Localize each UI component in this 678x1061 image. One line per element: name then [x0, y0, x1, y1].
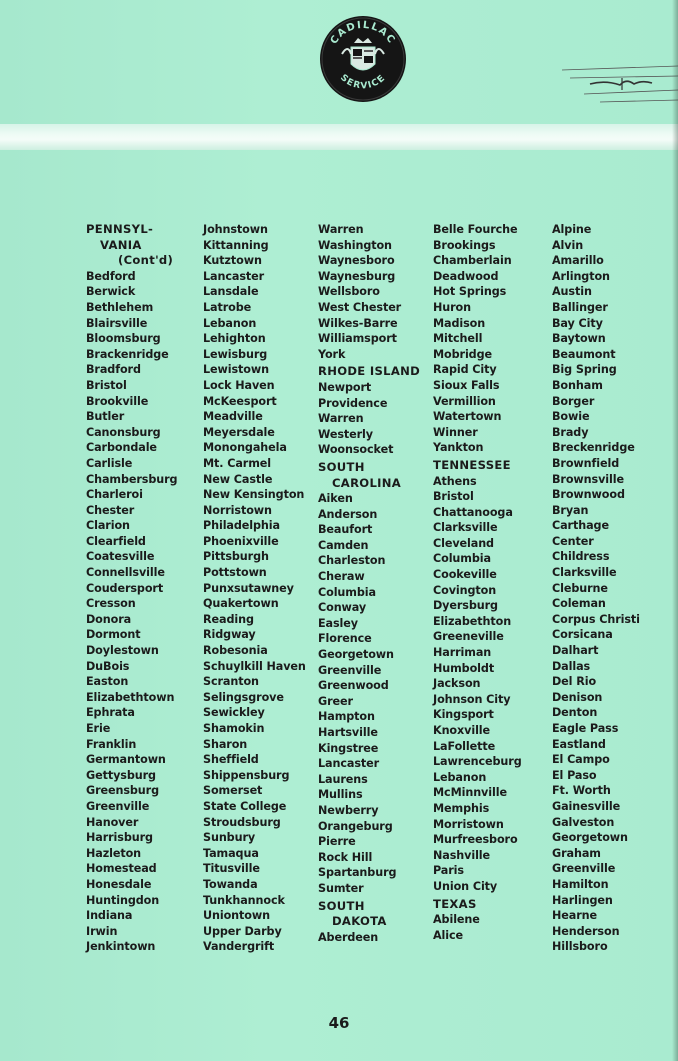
- city-entry: Dallas: [552, 659, 591, 673]
- city-entry: Canonsburg: [86, 425, 161, 439]
- city-entry: Covington: [433, 583, 497, 597]
- city-entry: Sheffield: [203, 753, 259, 767]
- city-entry: Coleman: [552, 597, 606, 611]
- city-entry: Ft. Worth: [552, 784, 611, 798]
- city-entry: Lawrenceburg: [433, 755, 522, 769]
- city-entry: Corpus Christi: [552, 612, 640, 626]
- city-entry: Lebanon: [433, 770, 487, 784]
- city-entry: Rock Hill: [318, 850, 373, 864]
- city-entry: Ridgway: [203, 628, 256, 642]
- city-entry: Denison: [552, 690, 603, 704]
- city-entry: Berwick: [86, 285, 136, 299]
- city-entry: Easley: [318, 616, 358, 630]
- city-entry: Georgetown: [552, 831, 628, 845]
- city-entry: Meyersdale: [203, 425, 275, 439]
- city-entry: Greer: [318, 694, 353, 708]
- city-entry: Shamokin: [203, 722, 265, 735]
- city-entry: Henderson: [552, 924, 620, 938]
- city-entry: Columbia: [318, 585, 376, 599]
- city-entry: Watertown: [433, 410, 502, 424]
- city-entry: Connellsville: [86, 566, 165, 580]
- city-entry: Big Spring: [552, 363, 617, 377]
- city-entry: Brownwood: [552, 488, 625, 502]
- city-entry: Latrobe: [203, 300, 252, 314]
- city-entry: Paris: [433, 864, 464, 878]
- city-entry: Warren: [318, 223, 364, 236]
- city-entry: Hearne: [552, 909, 597, 923]
- city-entry: Harlingen: [552, 893, 613, 907]
- city-entry: Hillsboro: [552, 940, 608, 954]
- cadillac-service-emblem: [318, 14, 408, 104]
- city-entry: Nashville: [433, 848, 491, 862]
- state-heading: DAKOTA: [332, 914, 387, 929]
- city-entry: Dormont: [86, 628, 141, 642]
- city-entry: Athens: [433, 474, 477, 488]
- city-entry: Punxsutawney: [203, 581, 294, 595]
- city-entry: Hot Springs: [433, 285, 507, 299]
- city-entry: Dyersburg: [433, 599, 498, 613]
- city-entry: Gettysburg: [86, 768, 156, 782]
- city-entry: Butler: [86, 410, 125, 424]
- city-entry: Bristol: [433, 490, 474, 504]
- city-entry: Towanda: [203, 877, 258, 891]
- city-entry: Clearfield: [86, 534, 146, 548]
- city-entry: Cheraw: [318, 570, 365, 584]
- city-entry: Aberdeen: [318, 930, 379, 944]
- city-entry: Washington: [318, 238, 392, 252]
- city-entry: Ephrata: [86, 706, 135, 720]
- city-entry: Warren: [318, 412, 364, 426]
- city-entry: Somerset: [203, 784, 263, 798]
- city-entry: Denton: [552, 706, 598, 720]
- city-entry: Schuylkill Haven: [203, 659, 306, 673]
- city-entry: Reading: [203, 612, 254, 626]
- city-entry: Tamaqua: [203, 846, 259, 860]
- city-entry: Center: [552, 534, 594, 548]
- city-entry: Breckenridge: [552, 441, 635, 455]
- city-entry: Lancaster: [318, 757, 380, 771]
- city-entry: Lewistown: [203, 363, 269, 377]
- city-entry: Kutztown: [203, 254, 262, 268]
- city-entry: Columbia: [433, 552, 491, 566]
- city-entry: Sunbury: [203, 831, 256, 845]
- city-entry: Jenkintown: [86, 940, 156, 954]
- state-heading: SOUTH: [318, 459, 365, 474]
- city-entry: Carlisle: [86, 456, 133, 470]
- city-entry: El Campo: [552, 753, 610, 767]
- city-entry: Murfreesboro: [433, 833, 518, 847]
- city-entry: Morristown: [433, 817, 504, 831]
- city-entry: Brackenridge: [86, 347, 169, 361]
- city-entry: Bloomsburg: [86, 332, 161, 346]
- city-entry: New Kensington: [203, 488, 305, 502]
- city-entry: Laurens: [318, 772, 368, 786]
- city-entry: Greensburg: [86, 784, 159, 798]
- city-entry: Conway: [318, 601, 367, 615]
- page-number: 46: [328, 1014, 350, 1032]
- city-entry: DuBois: [86, 659, 130, 673]
- city-entry: Pierre: [318, 835, 356, 849]
- city-entry: Alice: [433, 928, 464, 942]
- city-entry: Carbondale: [86, 441, 157, 455]
- city-entry: Waynesburg: [318, 269, 396, 283]
- column-2: [203, 222, 306, 955]
- header-divider-band: [0, 124, 678, 150]
- city-entry: Chester: [86, 503, 135, 517]
- city-entry: Alpine: [552, 223, 592, 236]
- city-entry: Galveston: [552, 815, 615, 829]
- city-entry: Blairsville: [86, 316, 148, 330]
- city-entry: Monongahela: [203, 441, 287, 455]
- city-entry: Belle Fourche: [433, 223, 518, 236]
- city-entry: Alvin: [552, 238, 584, 252]
- city-entry: Mobridge: [433, 347, 492, 361]
- city-entry: Greenville: [318, 663, 382, 677]
- city-entry: Brookings: [433, 238, 496, 252]
- city-entry: Uniontown: [203, 909, 270, 923]
- city-entry: Providence: [318, 396, 388, 410]
- city-entry: Bonham: [552, 378, 603, 392]
- city-entry: Quakertown: [203, 597, 279, 611]
- city-entry: Memphis: [433, 801, 490, 815]
- city-entry: Upper Darby: [203, 924, 282, 938]
- city-entry: Honesdale: [86, 877, 152, 891]
- city-entry: Huron: [433, 300, 471, 314]
- city-entry: Harriman: [433, 646, 492, 660]
- city-entry: El Paso: [552, 768, 597, 782]
- city-entry: Coatesville: [86, 550, 155, 564]
- city-entry: Knoxville: [433, 724, 491, 737]
- city-entry: Eastland: [552, 737, 606, 751]
- city-entry: Wilkes-Barre: [318, 316, 398, 330]
- state-heading: (Cont'd): [118, 253, 174, 268]
- city-entry: Bedford: [86, 269, 136, 283]
- city-entry: Woonsocket: [318, 443, 394, 457]
- city-entry: Brady: [552, 425, 589, 439]
- city-entry: Pottstown: [203, 566, 267, 580]
- city-entry: Beaufort: [318, 523, 373, 537]
- city-entry: Charleston: [318, 554, 386, 568]
- city-entry: Florence: [318, 632, 372, 646]
- city-entry: Yankton: [433, 441, 484, 455]
- city-entry: Hamilton: [552, 877, 609, 891]
- city-entry: Arlington: [552, 269, 610, 283]
- city-entry: Mt. Carmel: [203, 456, 271, 470]
- city-entry: Dalhart: [552, 644, 599, 658]
- city-entry: Madison: [433, 316, 486, 330]
- city-entry: Abilene: [433, 913, 480, 927]
- city-entry: Bristol: [86, 378, 127, 392]
- state-heading: TENNESSEE: [433, 457, 511, 472]
- city-entry: Mitchell: [433, 332, 483, 346]
- city-entry: Bethlehem: [86, 300, 154, 314]
- city-entry: Stroudsburg: [203, 815, 281, 829]
- city-entry: Clarksville: [552, 566, 617, 580]
- city-entry: Hartsville: [318, 726, 378, 739]
- city-entry: Tunkhannock: [203, 893, 285, 907]
- city-entry: Selingsgrove: [203, 690, 284, 704]
- city-entry: Homestead: [86, 862, 157, 876]
- city-entry: Winner: [433, 425, 478, 439]
- city-entry: Hampton: [318, 710, 375, 724]
- city-entry: Bradford: [86, 363, 141, 377]
- city-entry: Cleburne: [552, 581, 608, 595]
- city-entry: Graham: [552, 846, 601, 860]
- city-entry: Mullins: [318, 788, 363, 802]
- city-entry: Titusville: [203, 862, 260, 876]
- city-entry: Donora: [86, 612, 132, 626]
- city-entry: Greenville: [86, 799, 150, 813]
- city-entry: Borger: [552, 394, 595, 408]
- city-entry: Lehighton: [203, 332, 266, 346]
- city-entry: Newport: [318, 380, 372, 394]
- city-entry: Cookeville: [433, 568, 497, 582]
- city-entry: Newberry: [318, 803, 379, 817]
- city-entry: Brookville: [86, 394, 149, 408]
- city-entry: Lancaster: [203, 269, 265, 283]
- city-entry: Johnson City: [433, 692, 511, 706]
- city-entry: Easton: [86, 675, 129, 689]
- city-entry: Pittsburgh: [203, 550, 269, 564]
- city-entry: Bay City: [552, 316, 603, 330]
- city-entry: Lewisburg: [203, 347, 268, 361]
- city-entry: Carthage: [552, 519, 609, 533]
- city-entry: LaFollette: [433, 739, 496, 753]
- city-entry: Hazleton: [86, 846, 142, 860]
- city-entry: Chambersburg: [86, 472, 178, 486]
- city-entry: Sewickley: [203, 706, 265, 720]
- city-entry: Indiana: [86, 909, 133, 923]
- city-entry: Eagle Pass: [552, 722, 619, 735]
- city-entry: Austin: [552, 285, 592, 299]
- city-entry: Anderson: [318, 507, 378, 521]
- city-entry: Gainesville: [552, 799, 621, 813]
- city-entry: West Chester: [318, 300, 402, 314]
- emblem-bottom-text: SERVICE: [338, 72, 388, 92]
- city-entry: Kingsport: [433, 708, 494, 722]
- city-entry: Lebanon: [203, 316, 257, 330]
- city-entry: Doylestown: [86, 644, 159, 658]
- city-entry: Jackson: [433, 677, 481, 691]
- city-entry: Bowie: [552, 410, 590, 424]
- city-entry: Erie: [86, 722, 111, 735]
- state-heading: RHODE ISLAND: [318, 364, 421, 379]
- state-heading: CAROLINA: [332, 475, 402, 490]
- city-entry: Deadwood: [433, 269, 499, 283]
- city-entry: Coudersport: [86, 581, 164, 595]
- city-entry: Rapid City: [433, 363, 497, 377]
- city-entry: McKeesport: [203, 394, 277, 408]
- city-entry: Hanover: [86, 815, 139, 829]
- city-entry: Waynesboro: [318, 254, 395, 268]
- city-entry: Spartanburg: [318, 866, 397, 880]
- city-index-columns: [86, 222, 646, 954]
- city-entry: Orangeburg: [318, 819, 393, 833]
- state-heading: PENNSYL-: [86, 222, 154, 236]
- city-entry: Kingstree: [318, 741, 379, 755]
- state-heading: VANIA: [100, 237, 142, 252]
- city-entry: Philadelphia: [203, 519, 280, 533]
- city-entry: Brownfield: [552, 456, 620, 470]
- city-entry: Huntingdon: [86, 893, 160, 907]
- city-entry: McMinnville: [433, 786, 507, 800]
- column-5: [552, 222, 640, 955]
- city-entry: Shippensburg: [203, 768, 290, 782]
- city-entry: Chamberlain: [433, 254, 512, 268]
- state-heading: TEXAS: [433, 896, 477, 911]
- city-entry: New Castle: [203, 472, 273, 486]
- city-entry: Charleroi: [86, 488, 143, 502]
- city-entry: Bryan: [552, 503, 589, 517]
- city-entry: Franklin: [86, 737, 137, 751]
- city-entry: Del Rio: [552, 675, 597, 689]
- ink-scribble-marks: [560, 56, 678, 116]
- column-3: [318, 222, 420, 945]
- city-entry: Cresson: [86, 597, 136, 611]
- city-entry: Humboldt: [433, 661, 495, 675]
- city-entry: Beaumont: [552, 347, 616, 361]
- city-entry: Amarillo: [552, 254, 604, 268]
- city-entry: Vandergrift: [203, 940, 275, 954]
- column-4: [433, 222, 522, 943]
- city-entry: Union City: [433, 879, 498, 893]
- city-entry: Greenwood: [318, 679, 389, 693]
- city-entry: Norristown: [203, 503, 272, 517]
- city-entry: Camden: [318, 538, 369, 552]
- city-entry: York: [318, 347, 346, 361]
- city-entry: Meadville: [203, 410, 263, 424]
- city-entry: State College: [203, 799, 287, 813]
- emblem-top-text: CADILLAC: [328, 19, 398, 47]
- city-entry: Phoenixville: [203, 534, 279, 548]
- page-edge-shadow: [672, 0, 678, 1061]
- state-heading: SOUTH: [318, 898, 365, 913]
- city-entry: Clarion: [86, 519, 130, 533]
- city-entry: Robesonia: [203, 644, 268, 658]
- city-entry: Ballinger: [552, 300, 608, 314]
- city-entry: Wellsboro: [318, 285, 380, 299]
- city-entry: Chattanooga: [433, 505, 513, 519]
- city-entry: Sioux Falls: [433, 378, 500, 392]
- city-entry: Germantown: [86, 753, 166, 767]
- city-entry: Corsicana: [552, 628, 613, 642]
- city-entry: Westerly: [318, 427, 373, 441]
- city-entry: Lansdale: [203, 285, 259, 299]
- city-entry: Clarksville: [433, 521, 498, 535]
- city-entry: Baytown: [552, 332, 606, 346]
- city-entry: Irwin: [86, 924, 118, 938]
- city-entry: Sumter: [318, 881, 364, 895]
- city-entry: Harrisburg: [86, 831, 153, 845]
- city-entry: Williamsport: [318, 332, 397, 346]
- city-entry: Greenville: [552, 862, 616, 876]
- city-entry: Johnstown: [203, 223, 268, 236]
- city-entry: Childress: [552, 550, 610, 564]
- city-entry: Georgetown: [318, 648, 394, 662]
- city-entry: Vermillion: [433, 394, 496, 408]
- column-1: [86, 222, 177, 955]
- city-entry: Elizabethton: [433, 614, 512, 628]
- city-entry: Greeneville: [433, 630, 504, 644]
- city-entry: Aiken: [318, 492, 353, 506]
- city-entry: Sharon: [203, 737, 248, 751]
- city-entry: Kittanning: [203, 238, 269, 252]
- city-entry: Brownsville: [552, 472, 624, 486]
- city-entry: Scranton: [203, 675, 259, 689]
- city-entry: Elizabethtown: [86, 690, 175, 704]
- city-entry: Lock Haven: [203, 378, 275, 392]
- city-entry: Cleveland: [433, 536, 494, 550]
